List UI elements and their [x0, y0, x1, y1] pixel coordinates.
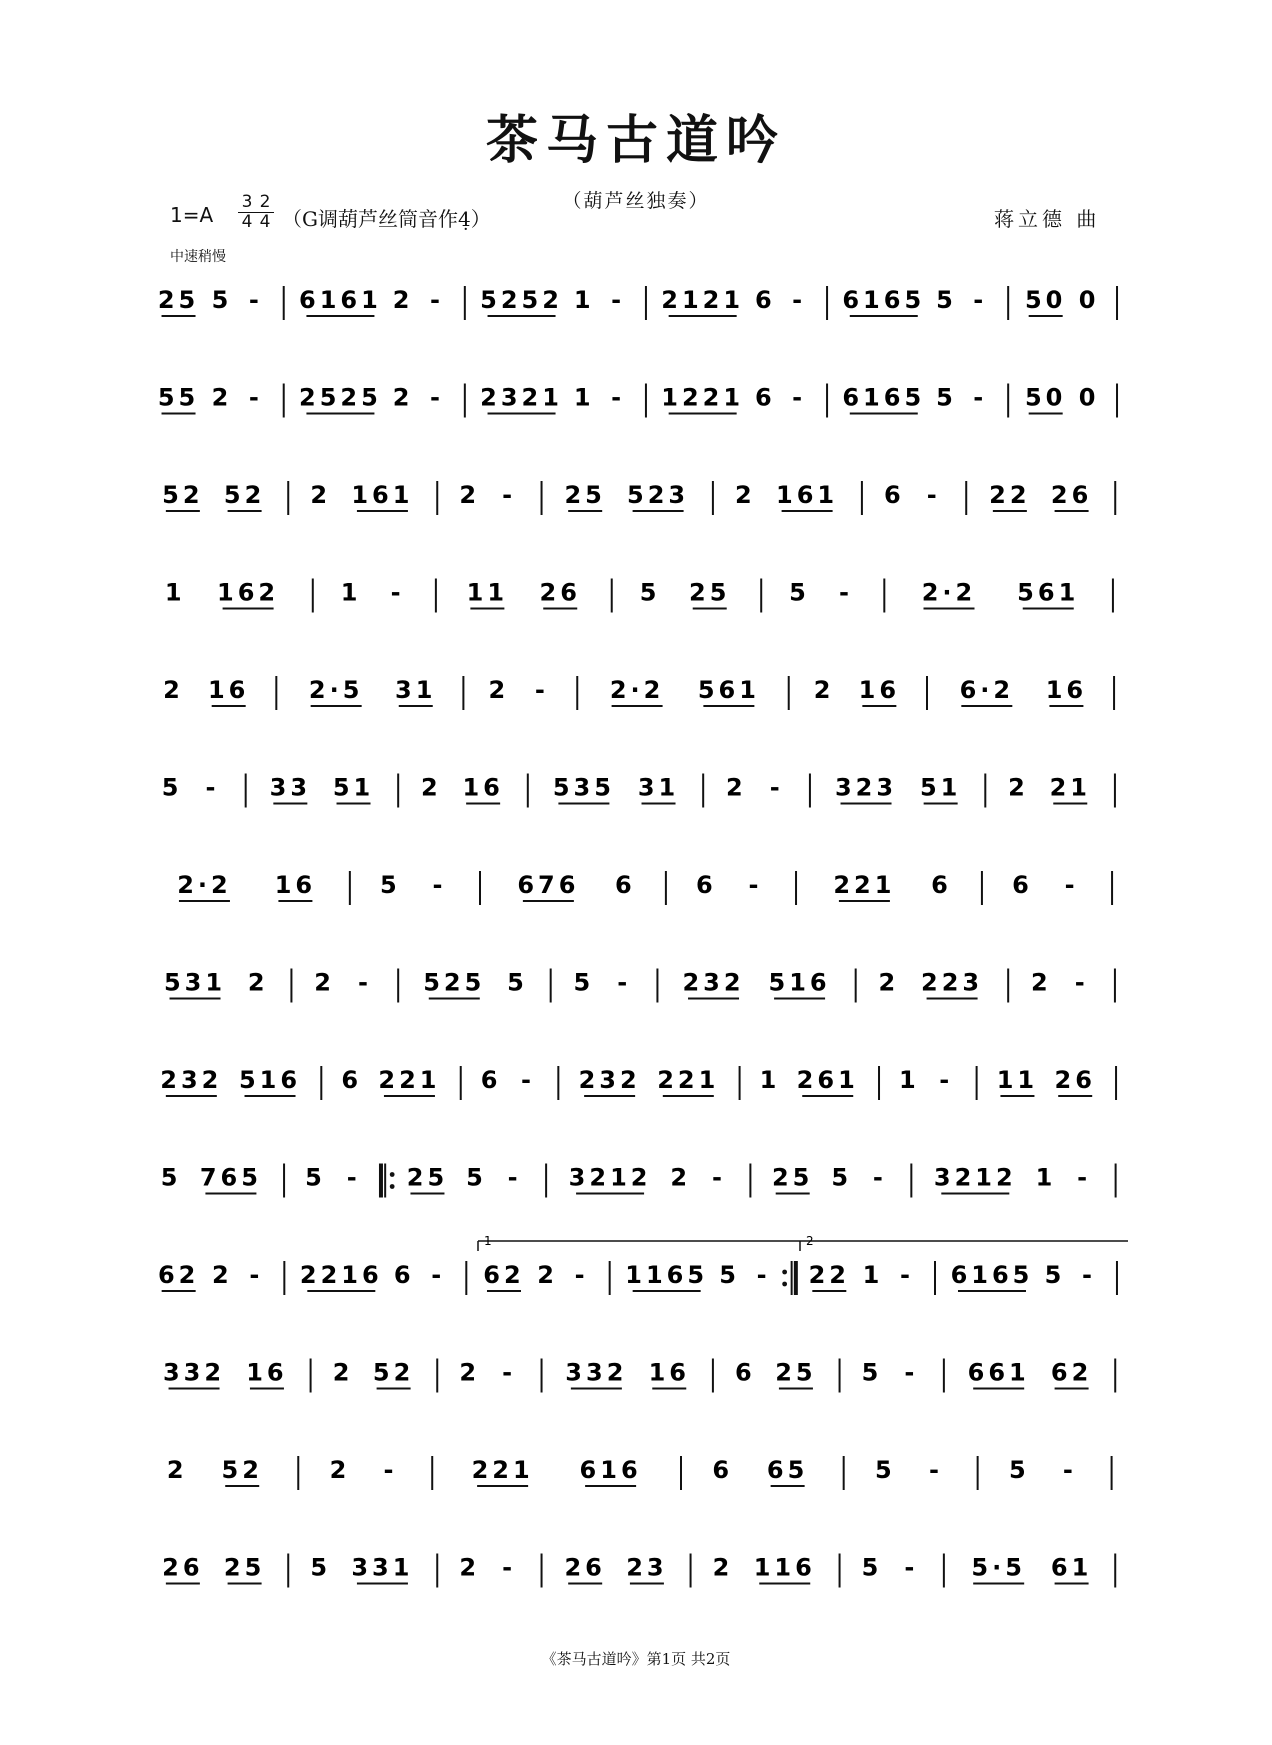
note-group: -: [904, 1358, 919, 1387]
note-group: -: [383, 1456, 398, 1484]
score-title: 茶马古道吟: [485, 110, 786, 171]
note-group: 3212: [568, 1163, 652, 1192]
note-group: 323: [834, 773, 898, 802]
note-group: 516: [238, 1066, 302, 1094]
note-group: 331: [351, 1553, 414, 1582]
note-group: 5: [719, 1261, 740, 1289]
repeat-dot: [782, 1282, 787, 1287]
note-group: 50: [1024, 286, 1067, 314]
note-group: 676: [517, 871, 580, 899]
note-group: 5: [573, 968, 595, 997]
note-group: 61: [1050, 1553, 1093, 1582]
note-group: -: [507, 1163, 522, 1192]
note-group: 523: [627, 481, 690, 509]
note-group: -: [756, 1261, 771, 1289]
time-signature-3-4: $\frac{3}{4}$: [238, 193, 256, 232]
note-group: 6161: [299, 286, 382, 314]
score-line: [161, 1164, 1116, 1198]
note-group: 22: [989, 481, 1031, 509]
note-group: 23: [626, 1553, 668, 1582]
note-group: 616: [579, 1456, 642, 1484]
note-group: 2: [163, 676, 184, 704]
note-group: -: [1077, 1163, 1092, 1192]
note-group: -: [769, 773, 784, 802]
note-group: 232: [682, 968, 745, 997]
note-group: -: [748, 871, 763, 899]
volta-label: 2: [806, 1234, 814, 1248]
note-group: 2: [712, 1553, 734, 1582]
note-group: 6: [884, 481, 905, 509]
note-group: 5: [211, 286, 233, 314]
note-group: 51: [919, 773, 962, 802]
note-group: -: [1064, 871, 1079, 899]
note-group: 26: [162, 1553, 204, 1582]
note-group: 531: [163, 968, 227, 997]
note-group: 5: [936, 286, 957, 314]
note-group: 2: [735, 481, 756, 509]
note-group: 25: [771, 1163, 814, 1192]
note-group: 2: [813, 676, 835, 704]
note-group: 25: [406, 1163, 449, 1192]
note-group: 2: [211, 383, 233, 412]
note-group: 2: [537, 1261, 558, 1289]
score-line: [167, 1456, 1112, 1490]
note-group: 2: [247, 968, 269, 997]
note-group: 5: [507, 968, 528, 997]
repeat-dot: [390, 1172, 395, 1177]
note-group: 516: [768, 968, 831, 997]
note-group: 25: [775, 1358, 817, 1387]
score-line: [163, 1359, 1115, 1393]
note-group: 2: [459, 1358, 481, 1387]
note-group: 1: [573, 286, 595, 314]
note-group: 2: [878, 968, 900, 997]
note-group: 5: [936, 383, 957, 412]
note-group: 2525: [299, 383, 382, 412]
note-group: 6: [480, 1066, 502, 1094]
note-group: 6·2: [959, 676, 1015, 704]
note-group: 2: [211, 1261, 233, 1289]
composer: 蒋立德 曲: [994, 207, 1101, 231]
note-group: -: [429, 286, 444, 314]
note-group: 0: [1078, 286, 1100, 314]
note-group: 525: [423, 968, 486, 997]
note-group: 11: [466, 578, 509, 607]
note-group: 5: [861, 1358, 883, 1387]
note-group: 31: [637, 773, 680, 802]
note-group: 2: [1008, 773, 1029, 802]
note-group: -: [792, 383, 807, 412]
note-group: 2: [726, 773, 747, 802]
note-group: 2·2: [921, 578, 977, 607]
note-group: -: [429, 383, 444, 412]
note-group: 2·2: [177, 871, 232, 899]
score-line: [162, 774, 1115, 808]
note-group: 5: [305, 1163, 326, 1192]
note-group: 2216: [299, 1261, 383, 1289]
score-subtitle: （葫芦丝独奏）: [562, 190, 710, 212]
note-group: 2: [314, 968, 336, 997]
note-group: 62: [483, 1261, 525, 1289]
note-group: 6: [1012, 871, 1033, 899]
note-group: -: [792, 286, 807, 314]
score-line: [158, 1261, 1117, 1295]
note-group: -: [390, 578, 405, 607]
time-signature-2-4: $\frac{2}{4}$: [256, 193, 274, 232]
note-group: 6165: [842, 383, 926, 412]
note-group: 16: [1045, 676, 1088, 704]
note-group: -: [432, 871, 447, 899]
note-group: -: [611, 383, 626, 412]
note-group: 1: [573, 383, 595, 412]
note-group: 232: [160, 1066, 223, 1094]
note-group: -: [431, 1261, 446, 1289]
note-group: -: [574, 1261, 589, 1289]
note-group: 161: [776, 481, 839, 509]
note-group: -: [711, 1163, 726, 1192]
note-group: -: [502, 1358, 517, 1387]
note-group: 2: [310, 481, 332, 509]
note-group: 51: [332, 773, 375, 802]
note-group: -: [534, 676, 549, 704]
score-line: [160, 1066, 1116, 1100]
note-group: 5: [639, 578, 661, 607]
note-group: 52: [372, 1358, 415, 1387]
score-line: [162, 481, 1115, 515]
note-group: 6: [712, 1456, 734, 1484]
note-group: 2: [459, 1553, 481, 1582]
note-group: 62: [1050, 1358, 1093, 1387]
note-group: 162: [217, 578, 280, 607]
tuning-note: （G调葫芦丝筒音作4̣）: [282, 207, 491, 231]
note-group: -: [1081, 1261, 1096, 1289]
note-group: 661: [967, 1358, 1030, 1387]
note-group: 5: [160, 1163, 182, 1192]
note-group: 55: [157, 383, 200, 412]
note-group: 31: [395, 676, 437, 704]
note-group: 5: [161, 773, 183, 802]
note-group: -: [502, 1553, 517, 1582]
note-group: 1: [899, 1066, 920, 1094]
note-group: 5: [380, 871, 401, 899]
score-line: [162, 1554, 1115, 1588]
score-line: [158, 384, 1117, 418]
note-group: 25: [223, 1553, 266, 1582]
note-group: 16: [648, 1358, 690, 1387]
note-group: 2·5: [308, 676, 364, 704]
volta-label: 1: [484, 1234, 492, 1248]
score-line: [165, 579, 1113, 613]
note-group: -: [973, 383, 988, 412]
note-group: 6: [696, 871, 717, 899]
note-group: 6: [735, 1358, 756, 1387]
note-group: 26: [1050, 481, 1093, 509]
note-group: -: [248, 383, 263, 412]
note-group: 2121: [661, 286, 745, 314]
note-group: 2321: [480, 383, 563, 412]
page-footer: 《茶马古道吟》第1页 共2页: [541, 1650, 731, 1668]
note-group: -: [904, 1553, 919, 1582]
note-group: 221: [471, 1456, 534, 1484]
note-group: 221: [378, 1066, 441, 1094]
note-group: 232: [578, 1066, 641, 1094]
note-group: 62: [157, 1261, 200, 1289]
tempo-marking: 中速稍慢: [170, 249, 226, 265]
note-group: 0: [1078, 383, 1100, 412]
note-group: 52: [221, 1456, 263, 1484]
note-group: 25: [157, 286, 200, 314]
note-group: 2: [329, 1456, 351, 1484]
note-group: 16: [207, 676, 250, 704]
note-group: 535: [552, 773, 615, 802]
note-group: 26: [1054, 1066, 1096, 1094]
note-group: -: [928, 1456, 943, 1484]
note-group: 5: [1044, 1261, 1066, 1289]
note-group: 2: [1031, 968, 1052, 997]
note-group: 5: [875, 1456, 896, 1484]
note-group: -: [926, 481, 941, 509]
note-group: 1165: [625, 1261, 709, 1289]
note-group: 25: [564, 481, 606, 509]
note-group: 5: [789, 578, 810, 607]
note-group: 26: [539, 578, 581, 607]
score-line: [158, 286, 1117, 320]
score-line: [164, 969, 1115, 1003]
note-group: 116: [753, 1553, 816, 1582]
note-group: 1: [862, 1261, 884, 1289]
note-group: 1: [340, 578, 362, 607]
note-group: 2: [459, 481, 481, 509]
note-group: 52: [223, 481, 266, 509]
note-group: -: [346, 1163, 361, 1192]
note-group: 332: [565, 1358, 628, 1387]
note-group: 2: [332, 1358, 354, 1387]
note-group: 50: [1024, 383, 1067, 412]
note-group: -: [939, 1066, 954, 1094]
note-group: 26: [564, 1553, 606, 1582]
note-group: -: [617, 968, 632, 997]
note-group: -: [1074, 968, 1089, 997]
note-group: -: [973, 286, 988, 314]
note-group: 2·2: [609, 676, 665, 704]
note-group: -: [899, 1261, 914, 1289]
note-group: 561: [697, 676, 760, 704]
note-group: 221: [833, 871, 896, 899]
repeat-dot: [390, 1184, 395, 1189]
note-group: -: [502, 481, 517, 509]
note-group: 6: [931, 871, 952, 899]
note-group: 2: [392, 286, 414, 314]
note-group: 5: [310, 1553, 332, 1582]
note-group: -: [611, 286, 626, 314]
note-group: 221: [657, 1066, 720, 1094]
note-group: -: [839, 578, 853, 607]
note-group: 5: [861, 1553, 883, 1582]
note-group: -: [205, 773, 220, 802]
note-group: 2: [421, 773, 442, 802]
note-group: 2: [166, 1456, 188, 1484]
note-group: 261: [796, 1066, 859, 1094]
repeat-dot: [782, 1270, 787, 1275]
note-group: 3212: [933, 1163, 1017, 1192]
note-group: 16: [858, 676, 901, 704]
score-line: [163, 676, 1114, 710]
note-group: -: [248, 286, 263, 314]
note-group: -: [520, 1066, 535, 1094]
note-group: 16: [246, 1358, 288, 1387]
note-group: -: [249, 1261, 264, 1289]
note-group: 11: [996, 1066, 1039, 1094]
note-group: 223: [921, 968, 984, 997]
note-group: 21: [1049, 773, 1091, 802]
note-group: 332: [162, 1358, 226, 1387]
note-group: 6: [393, 1261, 415, 1289]
volta-brackets: [478, 1234, 1128, 1251]
score-line: [177, 871, 1112, 905]
note-group: 2: [488, 676, 510, 704]
note-group: -: [357, 968, 372, 997]
key-signature: 1=A: [170, 203, 214, 227]
note-group: 5: [466, 1163, 487, 1192]
note-group: 6165: [950, 1261, 1034, 1289]
note-group: 5·5: [971, 1553, 1026, 1582]
note-group: 25: [689, 578, 731, 607]
note-group: 6: [754, 286, 776, 314]
note-group: 1: [164, 578, 186, 607]
note-group: 5: [831, 1163, 853, 1192]
note-group: 6: [341, 1066, 363, 1094]
note-group: 22: [808, 1261, 851, 1289]
note-group: 2: [392, 383, 414, 412]
note-group: 52: [162, 481, 204, 509]
note-group: 561: [1017, 578, 1080, 607]
note-group: 33: [269, 773, 312, 802]
note-group: 6: [615, 871, 636, 899]
note-group: 65: [766, 1456, 809, 1484]
note-group: 2: [670, 1163, 692, 1192]
note-group: 161: [351, 481, 414, 509]
note-group: 6165: [842, 286, 926, 314]
note-group: 6: [754, 383, 776, 412]
note-group: -: [1062, 1456, 1077, 1484]
note-group: 765: [199, 1163, 262, 1192]
note-group: 1221: [661, 383, 745, 412]
note-group: 5: [1008, 1456, 1030, 1484]
note-group: 16: [274, 871, 317, 899]
note-group: -: [872, 1163, 887, 1192]
note-group: 1: [1035, 1163, 1057, 1192]
note-group: 1: [759, 1066, 781, 1094]
note-group: 5252: [480, 286, 563, 314]
note-group: 16: [462, 773, 504, 802]
